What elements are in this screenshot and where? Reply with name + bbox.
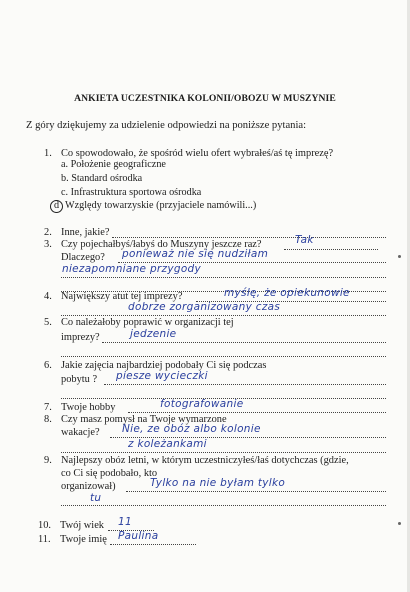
question-5 [44,317,234,328]
question-8-followup: wakacje? [61,427,100,438]
answer-line [102,342,386,343]
answer-line [61,505,386,506]
question-7 [44,402,115,413]
question-number: 4. [44,291,52,302]
answer-line [284,249,378,250]
handwritten-answer: dobrze zorganizowany czas [128,301,281,313]
handwritten-answer: niezapomniane przygody [62,263,202,275]
option-b: b. Standard ośrodka [61,173,143,184]
question-text: Czy masz pomysł na Twoje wymarzone [61,414,227,425]
handwritten-answer: z koleżankami [128,438,207,450]
option-d: Względy towarzyskie (przyjaciele namówili...) [65,200,257,211]
handwritten-answer: jedzenie [130,328,177,340]
handwritten-answer: piesze wycieczki [116,370,208,382]
question-number: 10. [38,520,51,531]
answer-line [61,315,386,316]
question-3-followup: Dlaczego? [61,252,105,263]
question-text: Co spowodowało, że spośród wielu ofert wybrałeś/aś tę imprezę? [61,148,334,159]
question-9 [44,455,349,466]
question-number: 5. [44,317,52,328]
answer-line [61,356,386,357]
question-number: 8. [44,414,52,425]
question-text: Największy atut tej imprezy? [61,291,183,302]
handwritten-answer: fotografowanie [160,398,244,410]
question-number: 9. [44,455,52,466]
margin-dot [398,522,401,525]
survey-intro: Z góry dziękujemy za udzielenie odpowiedzi na poniższe pytania: [26,120,307,131]
question-number: 7. [44,402,52,413]
handwritten-answer: Nie, ze obóz albo kolonie [122,423,261,435]
answer-line [112,237,386,238]
question-text: Twoje imię [60,534,107,545]
question-5-followup: imprezy? [61,332,100,343]
question-text: Inne, jakie? [61,227,110,238]
question-9-followup-2: organizował) [61,481,116,492]
answer-line [61,277,386,278]
option-c: c. Infrastruktura sportowa ośrodka [61,187,202,198]
question-2 [44,227,109,238]
handwritten-answer: Tak [295,234,314,246]
question-6-followup: pobytu ? [61,374,98,385]
answer-line [104,384,386,385]
question-text: Jakie zajęcia najbardziej podobały Ci się podczas [61,360,267,371]
question-text: Co należałoby poprawić w organizacji tej [61,317,234,328]
question-text: Twoje hobby [61,402,116,413]
question-number: 3. [44,239,52,250]
handwritten-answer: tu [90,492,102,504]
handwritten-answer: Paulina [118,530,159,542]
question-11 [38,534,107,545]
question-text: Twój wiek [60,520,105,531]
question-number: 2. [44,227,52,238]
question-text: Czy pojechałbyś/łabyś do Muszyny jeszcze raz? [61,239,262,250]
option-d-letter: d [54,200,60,211]
answer-line [126,491,386,492]
handwritten-answer: Tylko na nie byłam tylko [150,477,286,489]
survey-title: ANKIETA UCZESTNIKA KOLONII/OBOZU W MUSZYNIE [74,93,336,104]
answer-line [110,544,196,545]
question-number: 11. [38,534,51,545]
handwritten-answer: myślę, że opiekunowie [224,287,350,299]
option-a: a. Położenie geograficzne [61,159,166,170]
handwritten-answer: 11 [118,516,132,528]
margin-dot [398,255,401,258]
question-1 [44,148,333,159]
question-9-followup: co Ci się podobało, kto [61,468,158,479]
handwritten-answer: ponieważ nie się nudziłam [122,248,269,260]
question-number: 6. [44,360,52,371]
answer-line [128,412,386,413]
question-text: Najlepszy obóz letni, w którym uczestniczyłeś/łaś dotychczas (gdzie, [61,455,349,466]
answer-line [61,452,386,453]
question-10 [38,520,104,531]
question-number: 1. [44,148,52,159]
